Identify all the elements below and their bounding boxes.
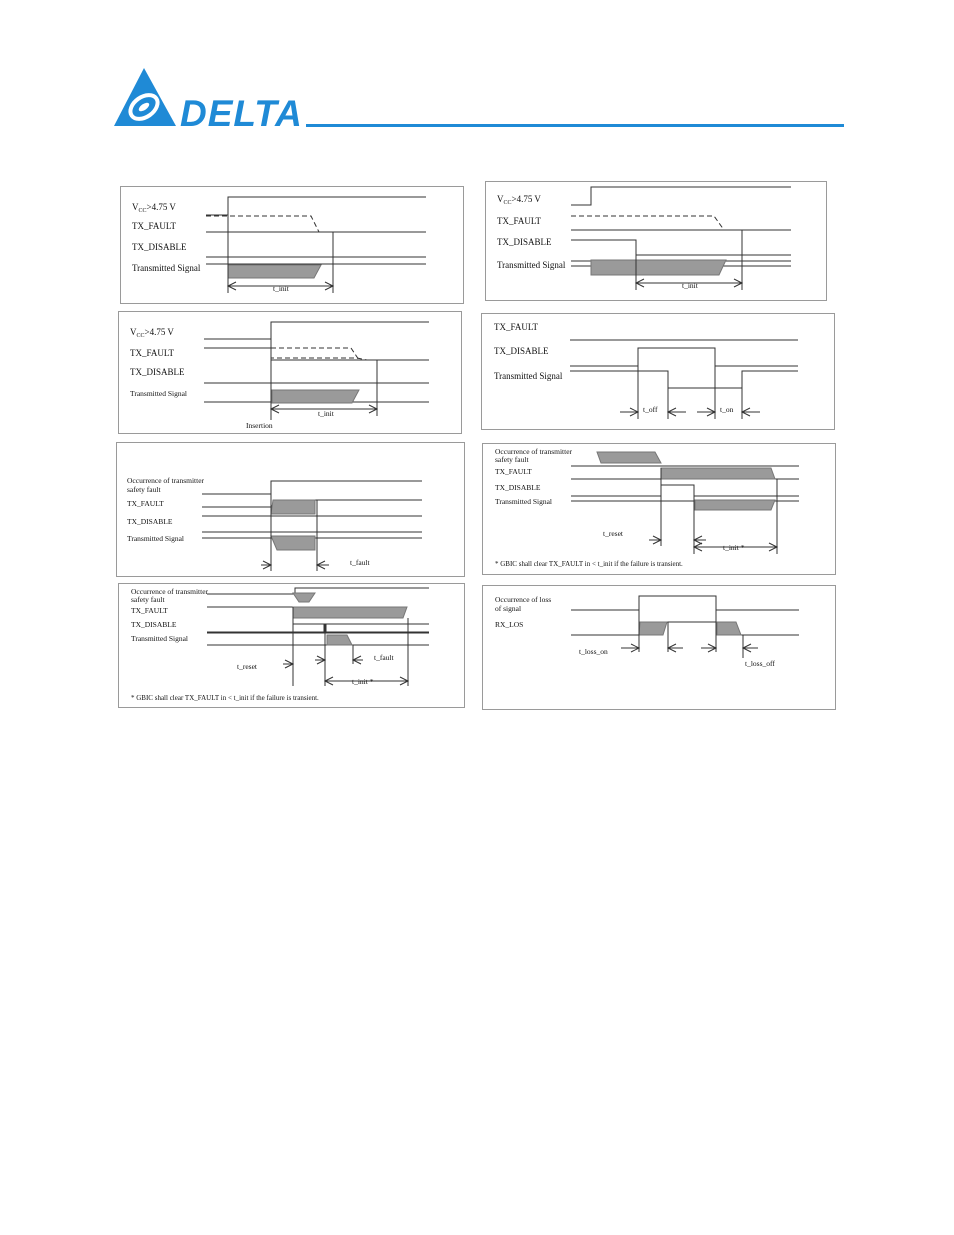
rx-los-label: RX_LOS [495,620,524,629]
tx-disable-label: TX_DISABLE [494,346,549,356]
timing-diagram-fault-recovery-failed [118,583,465,708]
loss-occurrence-label-2: of signal [495,604,522,613]
waveforms [570,340,798,419]
t-init-label: t_init * [723,543,745,552]
tx-signal-label: Transmitted Signal [131,634,189,643]
waveforms [571,452,799,554]
tx-fault-label: TX_FAULT [494,322,539,332]
tx-signal-label: Transmitted Signal [130,389,188,398]
vcc-label: $V_{CC}>4.75$ V [130,327,174,339]
waveforms [204,322,429,420]
tx-signal-label: Transmitted Signal [127,534,185,543]
insertion-label: Insertion [246,421,273,430]
tx-signal-label: Transmitted Signal [495,497,553,506]
tx-disable-label: TX_DISABLE [495,483,541,492]
tx-fault-label: TX_FAULT [127,499,164,508]
timing-diagram-power-on [120,186,464,304]
t-init-label: t_init [682,281,698,290]
fault-occurrence-label-2: safety fault [127,485,161,494]
tx-fault-label: TX_FAULT [132,221,177,231]
t-reset-label: t_reset [603,529,623,538]
t-loss-on-label: t_loss_on [579,647,608,656]
t-init-label: t_init [318,409,334,418]
delta-logo [112,66,312,128]
waveforms [571,187,791,290]
t-fault-label: t_fault [350,558,370,567]
brand-wordmark: DELTA [180,93,303,128]
t-off-label: t_off [643,405,658,414]
timing-diagram-tx-disable [481,313,835,430]
tx-fault-label: TX_FAULT [495,467,532,476]
t-reset-label: t_reset [237,662,257,671]
fault-occurrence-label-2: safety fault [495,455,529,464]
t-fault-label: t_fault [374,653,394,662]
timing-diagram-insertion [118,311,462,434]
tx-disable-label: TX_DISABLE [132,242,187,252]
fault-occurrence-label-2: safety fault [131,595,165,604]
t-on-label: t_on [720,405,734,414]
loss-occurrence-label-1: Occurrence of loss [495,595,552,604]
timing-diagram-fault-detection [116,442,465,577]
waveforms [207,588,429,686]
tx-fault-label: TX_FAULT [131,606,168,615]
vcc-label: $V_{CC}>4.75$ V [497,194,541,206]
gbic-note: * GBIC shall clear TX_FAULT in < t_init if the failure is transient. [495,560,683,568]
fault-occurrence-label-1: Occurrence of transmitter [131,587,209,596]
tx-disable-label: TX_DISABLE [130,367,185,377]
tx-signal-label: Transmitted Signal [494,371,563,381]
t-init-label: t_init [273,284,289,293]
vcc-label: $V_{CC}>4.75$ V [132,202,176,214]
timing-diagram-loss-of-signal [482,585,836,710]
waveforms [202,481,422,571]
tx-fault-label: TX_FAULT [130,348,175,358]
fault-occurrence-label-1: Occurrence of transmitter [127,476,205,485]
tx-disable-label: TX_DISABLE [497,237,552,247]
t-init-label: t_init * [352,677,374,686]
header-rule [306,124,844,127]
timing-diagram-tx-disable-negated [485,181,827,301]
tx-signal-label: Transmitted Signal [497,260,566,270]
tx-disable-label: TX_DISABLE [127,517,173,526]
tx-disable-label: TX_DISABLE [131,620,177,629]
gbic-note: * GBIC shall clear TX_FAULT in < t_init if the failure is transient. [131,694,319,702]
tx-signal-label: Transmitted Signal [132,263,201,273]
tx-fault-label: TX_FAULT [497,216,542,226]
timing-diagram-fault-recovery [482,443,836,575]
t-loss-off-label: t_loss_off [745,659,775,668]
waveforms [206,197,426,293]
fault-occurrence-label-1: Occurrence of transmitter [495,447,573,456]
